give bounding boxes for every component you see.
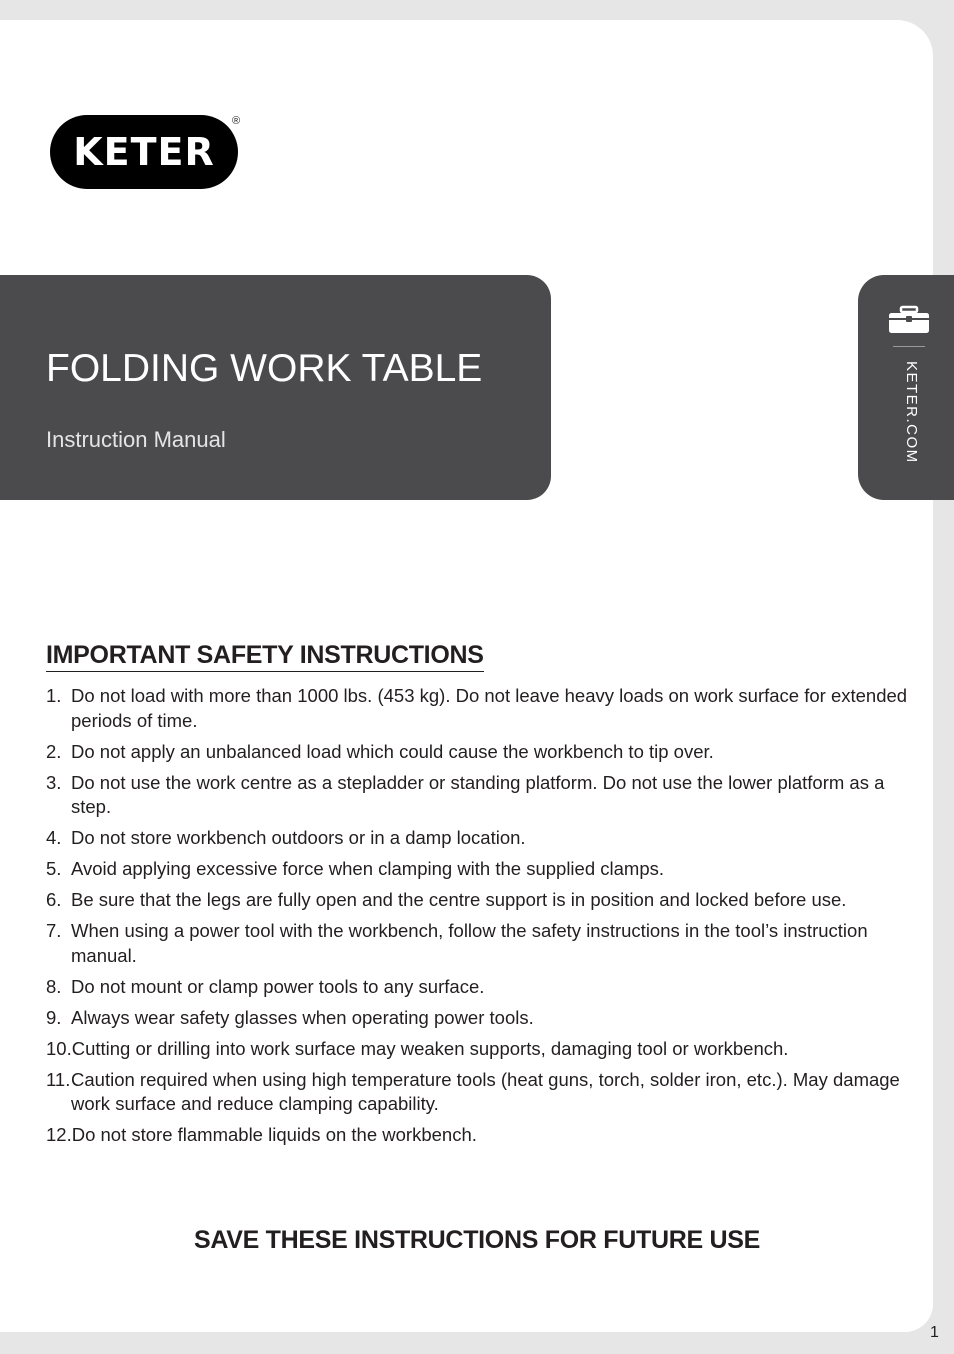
item-text: Do not store flammable liquids on the workbench. xyxy=(71,1124,477,1145)
item-text: Be sure that the legs are fully open and the centre support is in position and locked before use. xyxy=(71,889,847,910)
item-text: Caution required when using high temperature tools (heat guns, torch, solder iron, etc.). May damage work surface and reduce clamping capability. xyxy=(71,1068,900,1114)
list-item xyxy=(46,888,908,913)
list-item xyxy=(46,1123,908,1148)
title-band xyxy=(0,275,551,500)
list-item xyxy=(46,826,908,851)
item-number: 5. xyxy=(46,858,62,879)
item-text: Avoid applying excessive force when clamping with the supplied clamps. xyxy=(71,858,665,879)
item-number: 12. xyxy=(46,1124,72,1145)
list-item xyxy=(46,975,908,1000)
page-number: 1 xyxy=(930,1324,939,1341)
save-instructions-note: SAVE THESE INSTRUCTIONS FOR FUTURE USE xyxy=(194,1226,760,1254)
list-item xyxy=(46,857,908,882)
list-item xyxy=(46,771,908,820)
item-text: Do not apply an unbalanced load which could cause the workbench to tip over. xyxy=(71,740,714,762)
item-number: 2. xyxy=(46,740,62,762)
item-number: 3. xyxy=(46,771,62,793)
list-item xyxy=(46,1068,908,1117)
tab-divider xyxy=(893,346,925,347)
website-label: KETER.COM xyxy=(903,361,920,464)
registered-trademark-mark: ® xyxy=(232,115,241,127)
item-number: 4. xyxy=(46,827,62,848)
toolbox-icon xyxy=(888,305,930,335)
document-title: FOLDING WORK TABLE xyxy=(46,347,483,390)
item-text: Do not mount or clamp power tools to any surface. xyxy=(71,975,485,997)
list-item xyxy=(46,740,908,765)
website-side-tab xyxy=(858,275,954,500)
list-item xyxy=(46,684,908,733)
safety-instructions-list xyxy=(46,684,908,1154)
list-item xyxy=(46,919,908,968)
item-text: Do not use the work centre as a stepladder or standing platform. Do not use the lower platform as a step. xyxy=(71,771,885,817)
safety-heading: IMPORTANT SAFETY INSTRUCTIONS xyxy=(46,641,484,672)
item-number: 8. xyxy=(46,975,62,997)
list-item xyxy=(46,1037,908,1062)
item-text: Cutting or drilling into work surface may weaken supports, damaging tool or workbench. xyxy=(71,1037,789,1059)
item-text: Do not store workbench outdoors or in a damp location. xyxy=(71,827,526,848)
item-number: 6. xyxy=(46,889,62,910)
keter-logo xyxy=(50,115,241,189)
item-text: When using a power tool with the workbench, follow the safety instructions in the tool’s instruction manual. xyxy=(71,920,868,966)
item-text: Always wear safety glasses when operating power tools. xyxy=(71,1006,534,1028)
item-number: 7. xyxy=(46,920,62,941)
item-number: 9. xyxy=(46,1006,62,1028)
item-number: 10. xyxy=(46,1037,72,1059)
document-subtitle: Instruction Manual xyxy=(46,427,226,452)
item-text: Do not load with more than 1000 lbs. (453 kg). Do not leave heavy loads on work surface for extended periods of time. xyxy=(71,685,908,731)
logo-text: KETER xyxy=(73,130,215,174)
list-item xyxy=(46,1006,908,1031)
item-number: 11. xyxy=(46,1068,71,1090)
item-number: 1. xyxy=(46,685,62,706)
